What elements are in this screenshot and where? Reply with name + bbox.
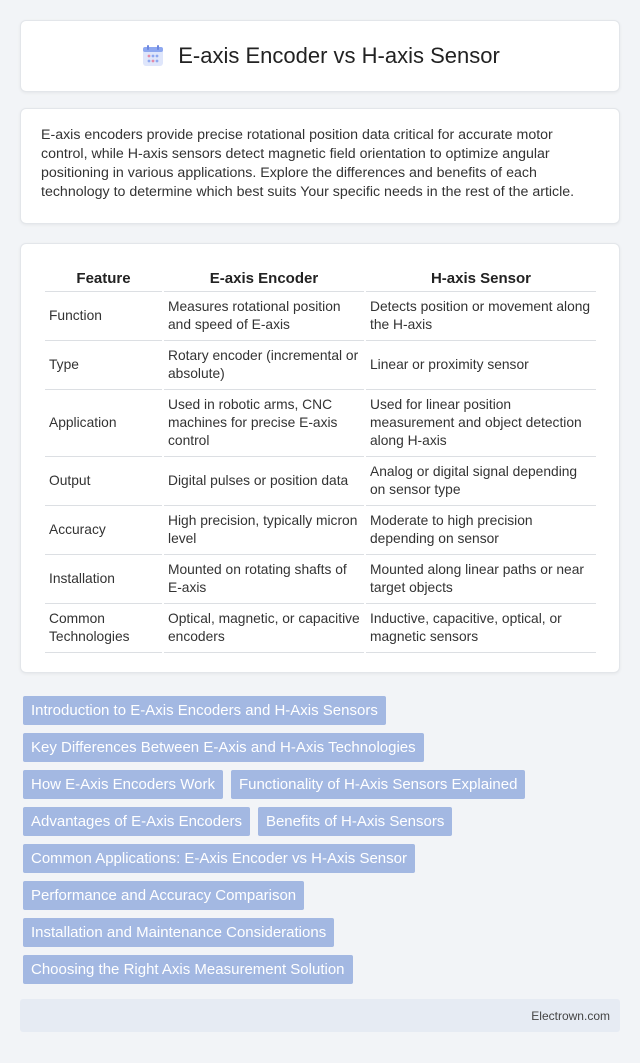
table-cell: Linear or proximity sensor bbox=[366, 341, 596, 390]
table-row bbox=[45, 341, 596, 390]
topic-row bbox=[23, 770, 623, 799]
table-row bbox=[45, 555, 596, 604]
table-cell: Moderate to high precision depending on sensor bbox=[366, 506, 596, 555]
column-header-h-axis: H-axis Sensor bbox=[366, 266, 596, 292]
topic-link-performance[interactable]: Performance and Accuracy Comparison bbox=[23, 881, 304, 910]
related-topics bbox=[23, 696, 623, 992]
table-cell: Used in robotic arms, CNC machines for precise E-axis control bbox=[164, 390, 364, 457]
topic-row bbox=[23, 844, 623, 873]
topic-row bbox=[23, 955, 623, 984]
table-cell: Application bbox=[45, 390, 162, 457]
table-cell: Optical, magnetic, or capacitive encoders bbox=[164, 604, 364, 653]
footer bbox=[20, 999, 620, 1032]
topic-row bbox=[23, 733, 623, 762]
topic-link-installation[interactable]: Installation and Maintenance Considerations bbox=[23, 918, 334, 947]
comparison-table bbox=[43, 266, 598, 653]
table-row bbox=[45, 292, 596, 341]
topic-link-encoder-advantages[interactable]: Advantages of E-Axis Encoders bbox=[23, 807, 250, 836]
table-cell: Detects position or movement along the H-axis bbox=[366, 292, 596, 341]
topic-link-how-encoders-work[interactable]: How E-Axis Encoders Work bbox=[23, 770, 223, 799]
topic-link-key-differences[interactable]: Key Differences Between E-Axis and H-Axis Technologies bbox=[23, 733, 424, 762]
topic-link-common-applications[interactable]: Common Applications: E-Axis Encoder vs H-Axis Sensor bbox=[23, 844, 415, 873]
table-cell: High precision, typically micron level bbox=[164, 506, 364, 555]
table-cell: Analog or digital signal depending on sensor type bbox=[366, 457, 596, 506]
table-cell: Accuracy bbox=[45, 506, 162, 555]
topic-link-choosing-solution[interactable]: Choosing the Right Axis Measurement Solution bbox=[23, 955, 353, 984]
table-cell: Mounted along linear paths or near target objects bbox=[366, 555, 596, 604]
table-cell: Output bbox=[45, 457, 162, 506]
topic-row bbox=[23, 881, 623, 910]
topic-row bbox=[23, 696, 623, 725]
topic-link-sensor-functionality[interactable]: Functionality of H-Axis Sensors Explained bbox=[231, 770, 525, 799]
comparison-table-card bbox=[20, 243, 620, 673]
table-row bbox=[45, 506, 596, 555]
table-header-row bbox=[45, 266, 596, 292]
topic-row bbox=[23, 807, 623, 836]
table-cell: Measures rotational position and speed of E-axis bbox=[164, 292, 364, 341]
table-row bbox=[45, 390, 596, 457]
footer-site-name: Electrown.com bbox=[531, 1008, 610, 1023]
table-cell: Common Technologies bbox=[45, 604, 162, 653]
table-cell: Mounted on rotating shafts of E-axis bbox=[164, 555, 364, 604]
table-cell: Inductive, capacitive, optical, or magnetic sensors bbox=[366, 604, 596, 653]
topic-row bbox=[23, 918, 623, 947]
calendar-grid-icon bbox=[140, 43, 166, 69]
title-card bbox=[20, 20, 620, 92]
table-cell: Function bbox=[45, 292, 162, 341]
table-cell: Installation bbox=[45, 555, 162, 604]
table-cell: Rotary encoder (incremental or absolute) bbox=[164, 341, 364, 390]
table-row bbox=[45, 457, 596, 506]
topic-link-sensor-benefits[interactable]: Benefits of H-Axis Sensors bbox=[258, 807, 452, 836]
intro-card bbox=[20, 108, 620, 224]
table-cell: Type bbox=[45, 341, 162, 390]
table-row bbox=[45, 604, 596, 653]
column-header-e-axis: E-axis Encoder bbox=[164, 266, 364, 292]
column-header-feature: Feature bbox=[45, 266, 162, 292]
page-title: E-axis Encoder vs H-axis Sensor bbox=[178, 43, 500, 68]
table-cell: Used for linear position measurement and object detection along H-axis bbox=[366, 390, 596, 457]
table-cell: Digital pulses or position data bbox=[164, 457, 364, 506]
topic-link-introduction[interactable]: Introduction to E-Axis Encoders and H-Axis Sensors bbox=[23, 696, 386, 725]
intro-text: E-axis encoders provide precise rotational position data critical for accurate motor control, while H-axis sensors detect magnetic field orientation to optimize angular positioning in various applications. Explore the differences and benefits of each technology to determine which best suits Your specific needs in the rest of the article. bbox=[41, 127, 575, 200]
